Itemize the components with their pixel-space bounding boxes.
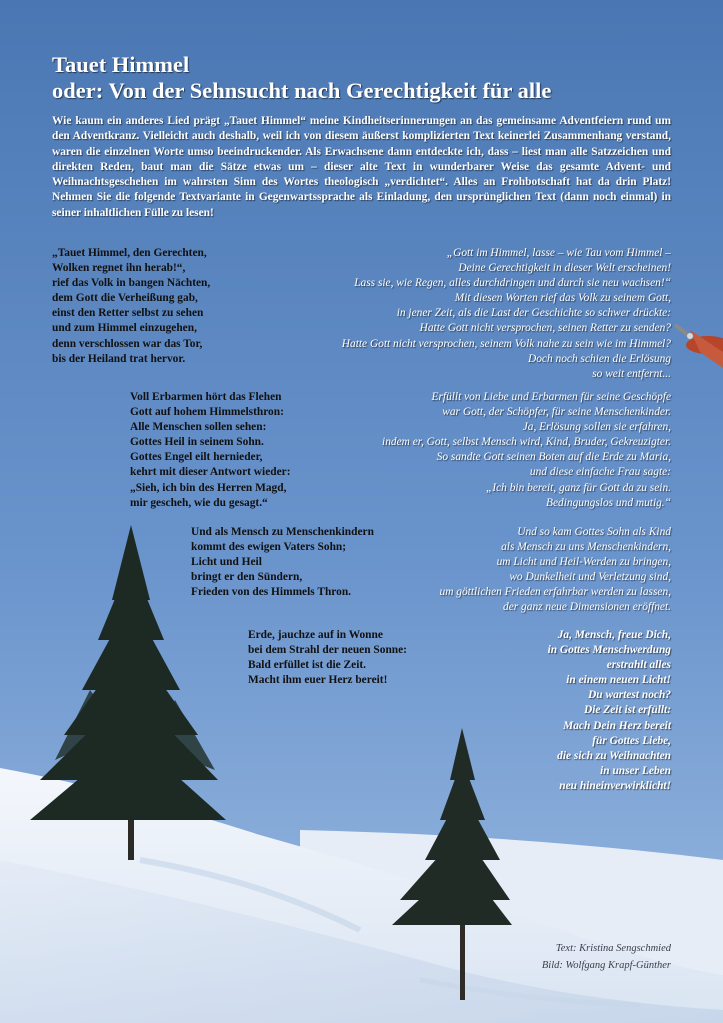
verse-line: „Ich bin bereit, ganz für Gott da zu sein.	[486, 481, 671, 494]
verse-line: Bald erfüllet ist die Zeit.	[248, 659, 367, 672]
stanza-4-modern	[548, 628, 671, 794]
verse-line: der ganz neue Dimensionen eröffnet.	[503, 601, 671, 614]
verse-line: neu hineinverwirklicht!	[559, 779, 671, 792]
verse-line: Du wartest noch?	[588, 689, 671, 702]
intro-paragraph: Wie kaum ein anderes Lied prägt „Tauet Himmel“ meine Kindheitserinnerungen an das gemeinsame Adventfeiern rund um den Adventkranz. Vielleicht auch deshalb, weil ich von diesem äußerst komplizierten Text keinerlei Zusammenhang verstand, waren die einzelnen Worte umso beeindruckender. Als Erwachsene dann entdeckte ich, dass – liest man alle Satzzeichen und direkten Reden, baut man die Sätze etwas um – dieser alte Text in wunderbarer Weise das gesamte Advent- und Weihnachtsgeschehen im wahrsten Sinn des Wortes theologisch „verdichtet“. Alles an Frohbotschaft hat da drin Platz! Nehmen Sie die folgende Textvariante in Gegenwartssprache als Einladung, den ursprünglichen Text (dann noch einmal) in seiner inhaltlichen Fülle zu lesen!	[52, 115, 671, 219]
stanza-1-original	[52, 246, 210, 367]
verse-line: um göttlichen Frieden erfahrbar werden zu lassen,	[439, 586, 671, 599]
stanza-4-original	[248, 628, 407, 688]
verse-line: Hatte Gott nicht versprochen, seinen Retter zu senden?	[419, 322, 671, 335]
verse-line: um Licht und Heil-Werden zu bringen,	[496, 556, 671, 569]
verse-line: Hatte Gott nicht versprochen, seinem Volk nahe zu sein wie im Himmel?	[341, 337, 671, 350]
verse-line: Gottes Heil in seinem Sohn.	[130, 436, 264, 449]
verse-line: Wolken regnet ihn herab!“,	[52, 262, 186, 275]
verse-line: „Gott im Himmel, lasse – wie Tau vom Himmel –	[446, 247, 671, 259]
verse-line: einst den Retter selbst zu sehen	[52, 307, 204, 320]
verse-line: Bedingungslos und mutig.“	[546, 496, 671, 509]
verse-line: für Gottes Liebe,	[592, 734, 671, 747]
verse-line: bringt er den Sündern,	[191, 571, 303, 584]
verse-line: Deine Gerechtigkeit in dieser Welt erscheinen!	[458, 262, 671, 275]
verse-line: als Mensch zu uns Menschenkindern,	[501, 541, 671, 554]
verse-line: Doch noch schien die Erlösung	[528, 352, 671, 365]
verse-line: Gott auf hohem Himmelsthron:	[130, 406, 284, 419]
verse-line: Und als Mensch zu Menschenkindern	[191, 526, 374, 538]
verse-line: Lass sie, wie Regen, alles durchdringen und durch sie neu wachsen!“	[354, 277, 671, 290]
verse-line: Mach Dein Herz bereit	[563, 719, 671, 732]
verse-line: Erfüllt von Liebe und Erbarmen für seine Geschöpfe	[431, 391, 671, 403]
verse-line: die sich zu Weihnachten	[557, 749, 671, 762]
verse-line: Mit diesen Worten rief das Volk zu seinem Gott,	[454, 292, 671, 305]
verse-line: Die Zeit ist erfüllt:	[584, 704, 671, 717]
stanza-1-modern	[342, 246, 671, 382]
credits	[542, 941, 671, 974]
verse-line: mir gescheh, wie du gesagt.“	[130, 496, 268, 509]
verse-line: Ja, Erlösung sollen sie erfahren,	[522, 421, 671, 434]
verse-line: Gottes Engel eilt hernieder,	[130, 451, 263, 464]
verse-line: Voll Erbarmen hört das Flehen	[130, 391, 282, 403]
verse-line: und diese einfache Frau sagte:	[529, 466, 671, 479]
verse-line: wo Dunkelheit und Verletzung sind,	[509, 571, 671, 584]
stanza-3-modern	[440, 525, 671, 616]
verse-line: Erde, jauchze auf in Wonne	[248, 629, 383, 641]
verse-line: indem er, Gott, selbst Mensch wird, Kind, Bruder, Gekreuzigter.	[382, 436, 671, 449]
verse-line: Frieden von des Himmels Thron.	[191, 586, 352, 599]
verse-line: war Gott, der Schöpfer, für seine Menschenkinder.	[442, 406, 671, 419]
image-credit: Bild: Wolfgang Krapf-Günther	[541, 959, 671, 971]
verse-line: bis der Heiland trat hervor.	[52, 352, 186, 365]
verse-line: so weit entfernt...	[592, 367, 671, 380]
stanza-2-original	[130, 390, 291, 511]
verse-line: und zum Himmel einzugehen,	[52, 322, 197, 335]
verse-line: rief das Volk in bangen Nächten,	[52, 277, 211, 290]
verse-line: Alle Menschen sollen sehen:	[130, 421, 267, 434]
verse-line: denn verschlossen war das Tor,	[52, 337, 203, 350]
verse-line: in Gottes Menschwerdung	[547, 644, 671, 657]
verse-line: in unser Leben	[600, 764, 671, 777]
title-line-1: Tauet Himmel	[52, 52, 190, 77]
verse-line: kommt des ewigen Vaters Sohn;	[191, 541, 347, 554]
verse-line: in jener Zeit, als die Last der Geschichte so schwer drückte:	[396, 307, 671, 320]
verse-line: Und so kam Gottes Sohn als Kind	[517, 526, 671, 538]
verse-line: bei dem Strahl der neuen Sonne:	[248, 644, 407, 657]
verse-line: dem Gott die Verheißung gab,	[52, 292, 198, 305]
stanza-3-original	[191, 525, 374, 600]
verse-line: kehrt mit dieser Antwort wieder:	[130, 466, 291, 479]
page-title	[52, 52, 551, 104]
verse-line: „Tauet Himmel, den Gerechten,	[52, 247, 207, 259]
verse-line: Licht und Heil	[191, 556, 262, 569]
verse-line: So sandte Gott seinen Boten auf die Erde zu Maria,	[436, 451, 671, 464]
verse-line: Ja, Mensch, freue Dich,	[557, 629, 671, 641]
verse-line: in einem neuen Licht!	[566, 674, 671, 687]
text-credit: Text: Kristina Sengschmied	[555, 943, 671, 954]
stanza-2-modern	[382, 390, 671, 511]
verse-line: „Sieh, ich bin des Herren Magd,	[130, 481, 287, 494]
verse-line: Macht ihm euer Herz bereit!	[248, 674, 388, 687]
verse-line: erstrahlt alles	[606, 659, 671, 672]
title-line-2: oder: Von der Sehnsucht nach Gerechtigkeit für alle	[52, 78, 552, 103]
